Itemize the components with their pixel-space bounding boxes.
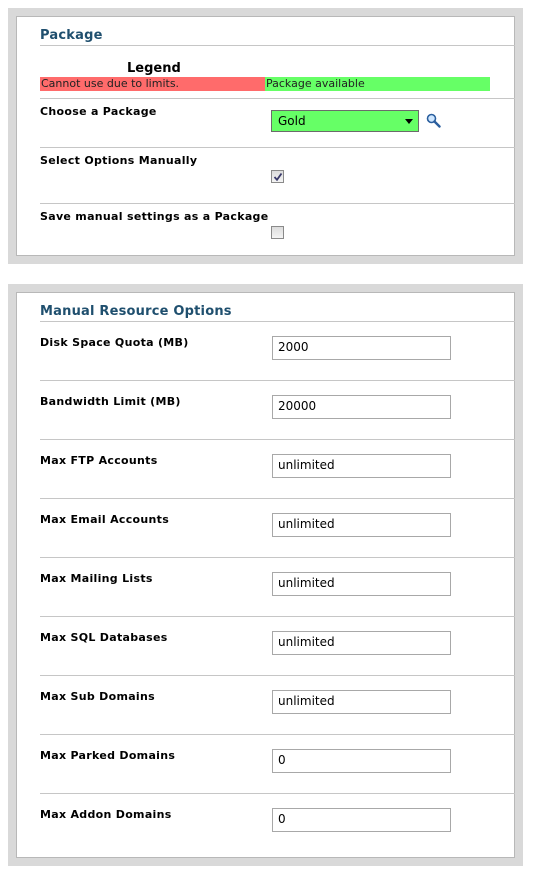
divider bbox=[40, 203, 515, 204]
divider bbox=[40, 321, 515, 322]
max-sub-domains-label: Max Sub Domains bbox=[40, 690, 155, 703]
divider bbox=[40, 557, 515, 558]
divider bbox=[40, 498, 515, 499]
divider bbox=[40, 147, 515, 148]
divider bbox=[40, 793, 515, 794]
max-parked-domains-label: Max Parked Domains bbox=[40, 749, 176, 762]
divider bbox=[40, 439, 515, 440]
select-options-manually-checkbox[interactable] bbox=[271, 170, 284, 183]
save-as-package-checkbox[interactable] bbox=[271, 226, 284, 239]
max-sub-domains-input[interactable]: unlimited bbox=[272, 690, 451, 714]
checkmark-icon bbox=[273, 172, 283, 182]
divider bbox=[40, 45, 515, 46]
max-ftp-input[interactable]: unlimited bbox=[272, 454, 451, 478]
max-mailing-lists-label: Max Mailing Lists bbox=[40, 572, 153, 585]
legend-title: Legend bbox=[127, 61, 181, 76]
choose-package-label: Choose a Package bbox=[40, 105, 157, 118]
save-as-package-label: Save manual settings as a Package bbox=[40, 210, 269, 223]
disk-quota-input[interactable]: 2000 bbox=[272, 336, 451, 360]
bandwidth-limit-label: Bandwidth Limit (MB) bbox=[40, 395, 181, 408]
disk-quota-label: Disk Space Quota (MB) bbox=[40, 336, 189, 349]
max-email-input[interactable]: unlimited bbox=[272, 513, 451, 537]
resources-panel bbox=[8, 284, 523, 866]
max-parked-domains-input[interactable]: 0 bbox=[272, 749, 451, 773]
package-panel bbox=[8, 8, 523, 264]
divider bbox=[40, 675, 515, 676]
max-email-label: Max Email Accounts bbox=[40, 513, 170, 526]
dropdown-arrow-icon bbox=[405, 119, 413, 124]
resources-panel-body bbox=[16, 292, 515, 858]
legend-available: Package available bbox=[265, 77, 490, 91]
package-panel-title: Package bbox=[40, 28, 103, 43]
divider bbox=[40, 380, 515, 381]
package-select-value: Gold bbox=[278, 114, 306, 128]
select-options-manually-label: Select Options Manually bbox=[40, 154, 198, 167]
max-sql-databases-label: Max SQL Databases bbox=[40, 631, 168, 644]
max-mailing-lists-input[interactable]: unlimited bbox=[272, 572, 451, 596]
max-addon-domains-input[interactable]: 0 bbox=[272, 808, 451, 832]
max-ftp-label: Max FTP Accounts bbox=[40, 454, 158, 467]
package-select[interactable] bbox=[271, 110, 419, 132]
divider bbox=[40, 616, 515, 617]
max-addon-domains-label: Max Addon Domains bbox=[40, 808, 172, 821]
bandwidth-limit-input[interactable]: 20000 bbox=[272, 395, 451, 419]
resources-panel-title: Manual Resource Options bbox=[40, 304, 232, 319]
magnifier-icon[interactable] bbox=[426, 113, 441, 128]
max-sql-databases-input[interactable]: unlimited bbox=[272, 631, 451, 655]
legend-limited: Cannot use due to limits. bbox=[40, 77, 265, 91]
divider bbox=[40, 98, 515, 99]
package-panel-body bbox=[16, 16, 515, 256]
divider bbox=[40, 734, 515, 735]
